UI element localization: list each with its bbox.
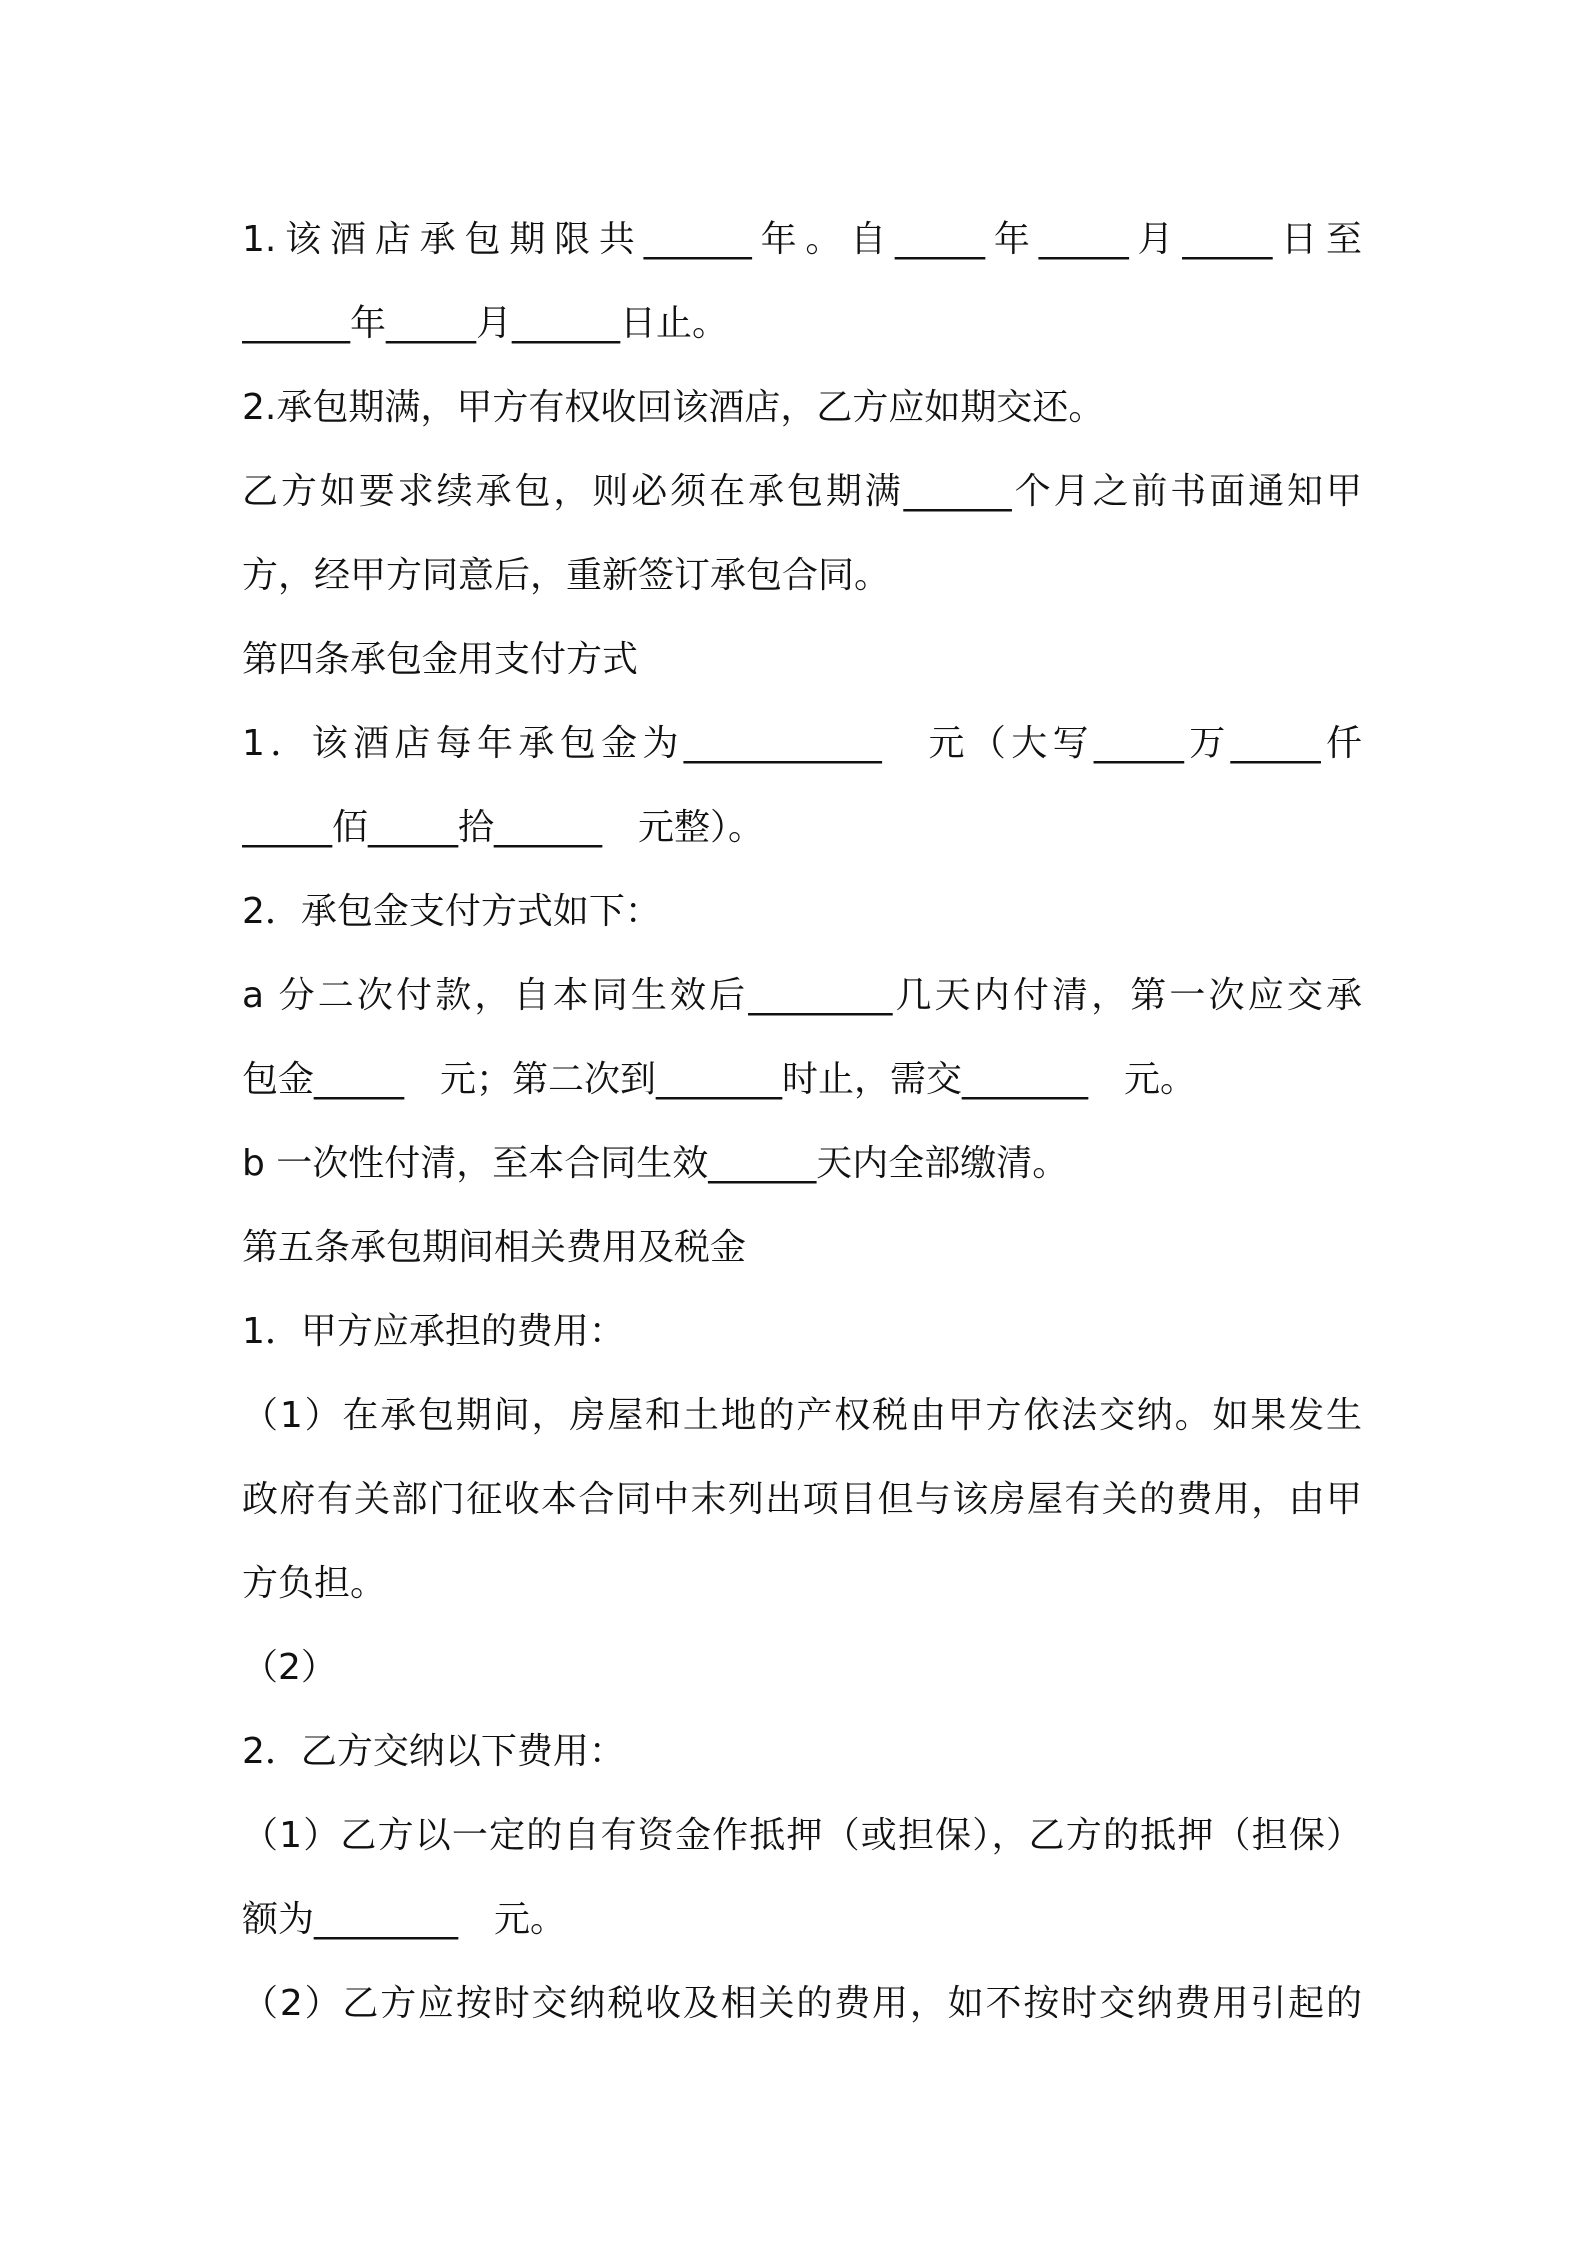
text-line: 政府有关部门征收本合同中末列出项目但与该房屋有关的费用，由甲 [242, 1479, 1362, 1520]
text-line: 1．该酒店每年承包金为___________ 元（大写_____万_____仟 [242, 723, 1362, 764]
text-line: 2．承包金支付方式如下： [242, 891, 661, 932]
text-line: b 一次性付清，至本合同生效______天内全部缴清。 [242, 1143, 1069, 1184]
text-line: 方负担。 [242, 1563, 387, 1604]
text-line: 额为________ 元。 [242, 1899, 567, 1940]
text-line: a 分二次付款，自本同生效后________几天内付清，第一次应交承 [242, 975, 1362, 1016]
text-line: （1）乙方以一定的自有资金作抵押（或担保），乙方的抵押（担保） [242, 1815, 1362, 1856]
text-line: 乙方如要求续承包，则必须在承包期满______个月之前书面通知甲 [242, 471, 1362, 512]
section-heading: 第四条承包金用支付方式 [242, 639, 639, 680]
text-line: 方，经甲方同意后，重新签订承包合同。 [242, 555, 891, 596]
text-line: 2.承包期满，甲方有权收回该酒店，乙方应如期交还。 [242, 387, 1105, 428]
text-line: （2） [242, 1647, 337, 1688]
text-line: 1.该酒店承包期限共______年。自_____年_____月_____日至 [242, 219, 1362, 260]
section-heading: 第五条承包期间相关费用及税金 [242, 1227, 747, 1268]
text-line: 包金_____ 元；第二次到_______时止，需交_______ 元。 [242, 1059, 1197, 1100]
text-line: 2．乙方交纳以下费用： [242, 1731, 625, 1772]
text-line: （2）乙方应按时交纳税收及相关的费用，如不按时交纳费用引起的 [242, 1983, 1362, 2024]
document-body [242, 198, 1362, 2046]
text-line: （1）在承包期间，房屋和土地的产权税由甲方依法交纳。如果发生 [242, 1395, 1362, 1436]
text-line: 1．甲方应承担的费用： [242, 1311, 625, 1352]
text-line: _____佰_____拾______ 元整）。 [242, 807, 765, 848]
text-line: ______年_____月______日止。 [242, 303, 729, 344]
